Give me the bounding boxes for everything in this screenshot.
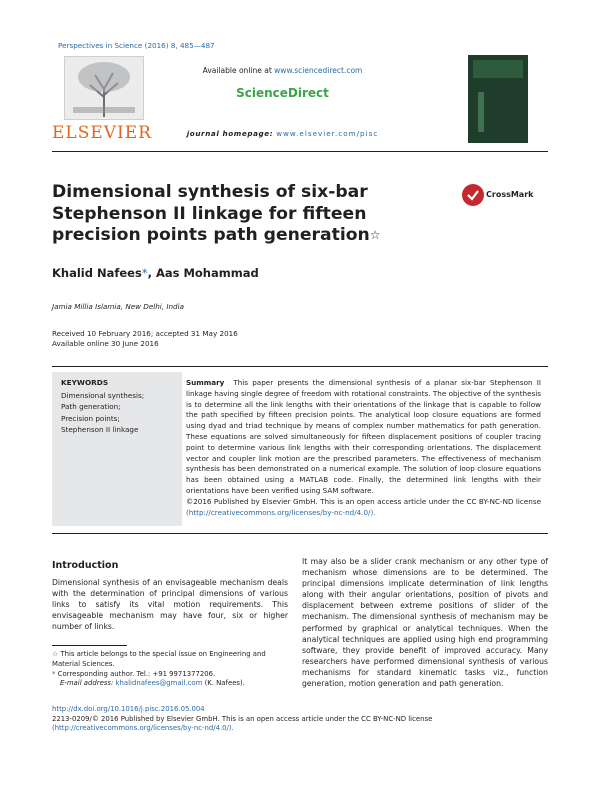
homepage-label: journal homepage: <box>186 129 274 138</box>
keyword-item: Precision points; <box>61 413 120 423</box>
journal-cover-title-block <box>473 60 523 78</box>
footnotes <box>52 650 288 689</box>
crossmark-label[interactable]: CrossMark <box>486 190 534 199</box>
article-title <box>52 182 452 247</box>
footnote-mark: * <box>52 669 56 678</box>
license-link[interactable]: (http://creativecommons.org/licenses/by-nc-nd/4.0/). <box>52 724 234 732</box>
journal-cover-spine <box>478 92 484 132</box>
author-name[interactable]: Aas Mohammad <box>155 266 259 280</box>
doi-link[interactable]: http://dx.doi.org/10.1016/j.pisc.2016.05.004 <box>52 705 205 713</box>
footnote-mark: ☆ <box>52 650 59 658</box>
author-list: Khalid Nafees*, Aas Mohammad <box>52 266 259 280</box>
author-name[interactable]: Khalid Nafees <box>52 266 142 280</box>
available-prefix: Available online at <box>202 66 272 75</box>
email-link[interactable]: khalidnafees@gmail.com <box>115 679 203 688</box>
keyword-item: Dimensional synthesis; <box>61 391 145 400</box>
email-label: E-mail address: <box>60 679 114 688</box>
abstract <box>186 378 541 518</box>
keyword-item: Path generation; <box>61 402 121 412</box>
elsevier-wordmark: ELSEVIER <box>52 123 152 143</box>
introduction-column-2: It may also be a slider crank mechanism or any other type of mechanism whose dimensions are to be determined. The principal dimensions implicate determination of link lengths along with their angular orientations, position of pivots and displacement between extreme positions of slider of the mechanism. The dimensional synthesis of mechanism may be performed by graphical or analytical techniques. When the analytical techniques are applied using high end programming software, they provide benefit of improved accuracy. Many researchers have performed dimensional synthesis of various mechanisms for standard kinematic tasks viz., function generation, motion generation and path generation. <box>302 557 548 689</box>
affiliation: Jamia Millia Islamia, New Delhi, India <box>52 302 185 311</box>
sciencedirect-link[interactable]: www.sciencedirect.com <box>274 66 363 75</box>
abstract-license-link[interactable]: (http://creativecommons.org/licenses/by-nc-nd/4.0/). <box>186 507 376 517</box>
keywords-list <box>61 390 144 435</box>
journal-homepage-line <box>160 129 405 138</box>
footnote-text: This article belongs to the special issue on Engineering and Material Sciences. <box>52 650 266 668</box>
abstract-license: ©2016 Published by Elsevier GmbH. This is an open access article under the CC BY-NC-ND license <box>186 496 541 506</box>
received-date: Received 10 February 2016; accepted 31 May 2016 <box>52 329 238 338</box>
doi-block <box>52 705 548 734</box>
footnote-corresponding <box>52 670 288 680</box>
abstract-text: This paper presents the dimensional synthesis of a planar six-bar Stephenson II linkage having single degree of freedom with rotational constraints. The objective of the synthesis is to determine all the link lengths with their orientations of the linkage that is capable to follow the path specified by fifteen precision points. The analytical loop closure equations are formed using dyad and triad technique by means of complex number mathematics for path generation. These equations are solved simultaneously for fifteen displacement positions of coupler tracing point to determine various link lengths with their corresponding orientations. The displacement vector and coupler link motion are the prescribed parameters. The effectiveness of mechanism synthesis has been demonstrated on a numerical example. The solution of loop closure equations has been obtained using a MATLAB code. Finally, the determined link lengths with their orientations have been verified using SAM software. <box>186 378 541 495</box>
homepage-link[interactable]: www.elsevier.com/pisc <box>276 129 379 138</box>
abstract-top-divider <box>52 366 548 367</box>
elsevier-tree-logo <box>64 56 144 120</box>
keywords-heading: KEYWORDS <box>61 378 109 387</box>
copyright-text: 2213-0209/© 2016 Published by Elsevier GmbH. This is an open access article under the CC BY-NC-ND license <box>52 714 433 723</box>
footnote-special-issue <box>52 650 288 670</box>
footnote-divider <box>52 645 127 646</box>
sciencedirect-brand: ScienceDirect <box>236 86 329 100</box>
crossmark-icon[interactable] <box>462 184 484 206</box>
email-owner: (K. Nafees). <box>204 679 245 688</box>
abstract-bottom-divider <box>52 533 548 534</box>
article-history <box>52 329 238 348</box>
journal-reference[interactable]: Perspectives in Science (2016) 8, 485—487 <box>58 41 215 50</box>
introduction-heading: Introduction <box>52 560 119 571</box>
header-divider <box>52 151 548 152</box>
footnote-text: Corresponding author. Tel.: +91 9971377206. <box>57 669 216 678</box>
available-online-line <box>160 66 405 75</box>
available-date: Available online 30 June 2016 <box>52 338 159 348</box>
title-text: Dimensional synthesis of six-bar Stephenson II linkage for fifteen precision points path generation <box>52 182 370 245</box>
keyword-item: Stephenson II linkage <box>61 424 139 434</box>
corresponding-author-mark[interactable]: * <box>141 266 148 280</box>
summary-label: Summary <box>186 378 225 387</box>
footnote-email <box>52 679 288 689</box>
title-footnote-mark[interactable]: ☆ <box>369 228 381 242</box>
introduction-column-1: Dimensional synthesis of an envisageable mechanism deals with the determination of principal dimensions of various links to satisfy its vital motion requirements. This envisageable mechanism may have four, six or higher number of links. <box>52 578 288 632</box>
